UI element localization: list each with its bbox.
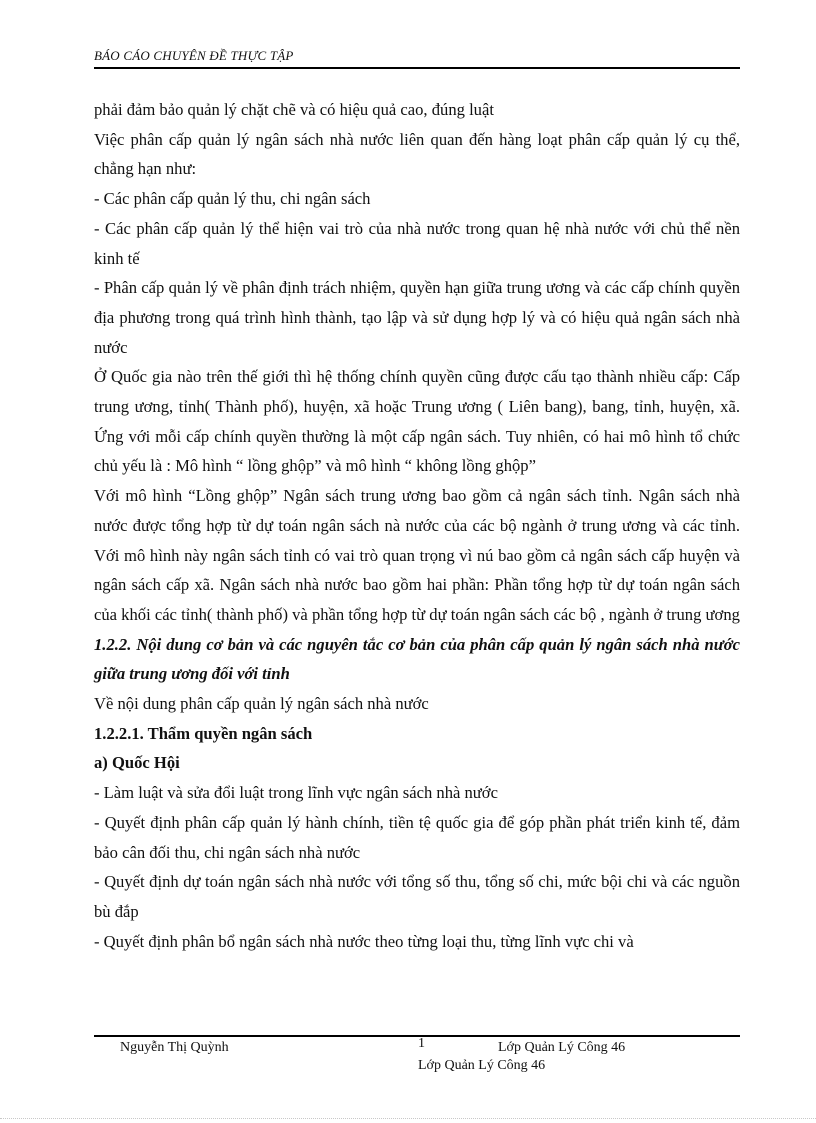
page-edge bbox=[0, 1118, 816, 1119]
page-number: 1 bbox=[418, 1036, 425, 1051]
bullet-item: - Quyết định dự toán ngân sách nhà nước với tổng số thu, tổng số chi, mức bội chi và các nguồn bù đắp bbox=[94, 872, 740, 921]
footer-class: Lớp Quản Lý Công 46 bbox=[498, 1040, 626, 1055]
page-header-title: BÁO CÁO CHUYÊN ĐỀ THỰC TẬP bbox=[94, 48, 294, 63]
paragraph: phải đảm bảo quản lý chặt chẽ và có hiệu quả cao, đúng luật bbox=[94, 100, 494, 119]
bullet-item: - Quyết định phân cấp quản lý hành chính, tiền tệ quốc gia để góp phần phát triển kinh tế, đảm bảo cân đối thu, chi ngân sách nhà nước bbox=[94, 812, 740, 862]
footer-divider bbox=[94, 1035, 740, 1037]
paragraph: Về nội dung phân cấp quản lý ngân sách nhà nước bbox=[94, 694, 429, 714]
bullet-item: - Làm luật và sửa đổi luật trong lĩnh vực ngân sách nhà nước bbox=[94, 783, 498, 803]
paragraph: Với mô hình “Lồng ghộp” Ngân sách trung ương bao gồm cả ngân sách tỉnh. Ngân sách nhà nước được tổng hợp từ dự toán ngân sách nà nước của các bộ ngành ở trung ương và các tỉnh. Với mô hình này ngân sách tỉnh có vai trò quan trọng vì nú bao gồm cả ngân sách cấp huyện và ngân sách cấp xã. Ngân sách nhà nước bao gồm hai phần: Phần tổng hợp từ dự toán ngân sách của khối các tỉnh( thành phố) và phần tổng hợp từ dự toán ngân sách các bộ , ngành ở trung ương bbox=[94, 486, 740, 624]
footer-author: Nguyễn Thị Quỳnh bbox=[120, 1040, 229, 1055]
document-body bbox=[94, 95, 740, 956]
footer-class-secondary: Lớp Quản Lý Công 46 bbox=[418, 1058, 546, 1073]
bullet-item: - Các phân cấp quản lý thể hiện vai trò của nhà nước trong quan hệ nhà nước với chủ thể nền kinh tế bbox=[94, 218, 740, 268]
bullet-item: - Các phân cấp quản lý thu, chi ngân sách bbox=[94, 189, 371, 209]
subsection-heading: 1.2.2.1. Thẩm quyền ngân sách bbox=[94, 723, 313, 743]
header-divider bbox=[94, 67, 740, 69]
subsection-heading: a) Quốc Hội bbox=[94, 753, 180, 773]
bullet-item: - Quyết định phân bổ ngân sách nhà nước theo từng loại thu, từng lĩnh vực chi và bbox=[94, 931, 634, 951]
bullet-item: - Phân cấp quản lý về phân định trách nhiệm, quyền hạn giữa trung ương và các cấp chính quyền địa phương trong quá trình hình thành, tạo lập và sử dụng hợp lý và có hiệu quả ngân sách nhà nước bbox=[94, 278, 740, 357]
section-heading: 1.2.2. Nội dung cơ bản và các nguyên tắc cơ bản của phân cấp quản lý ngân sách nhà nước giữa trung ương đối với tỉnh bbox=[94, 634, 740, 684]
paragraph: Việc phân cấp quản lý ngân sách nhà nước liên quan đến hàng loạt phân cấp quản lý cụ thể, chẳng hạn như: bbox=[94, 129, 740, 179]
paragraph: Ở Quốc gia nào trên thế giới thì hệ thống chính quyền cũng được cấu tạo thành nhiều cấp: Cấp trung ương, tỉnh( Thành phố), huyện, xã hoặc Trung ương ( Liên bang), bang, tỉnh, huyện, xã. Ứng với mỗi cấp chính quyền thường là một cấp ngân sách. Tuy nhiên, có hai mô hình tổ chức chủ yếu là : Mô hình “ lồng ghộp” và mô hình “ không lồng ghộp” bbox=[94, 367, 740, 476]
